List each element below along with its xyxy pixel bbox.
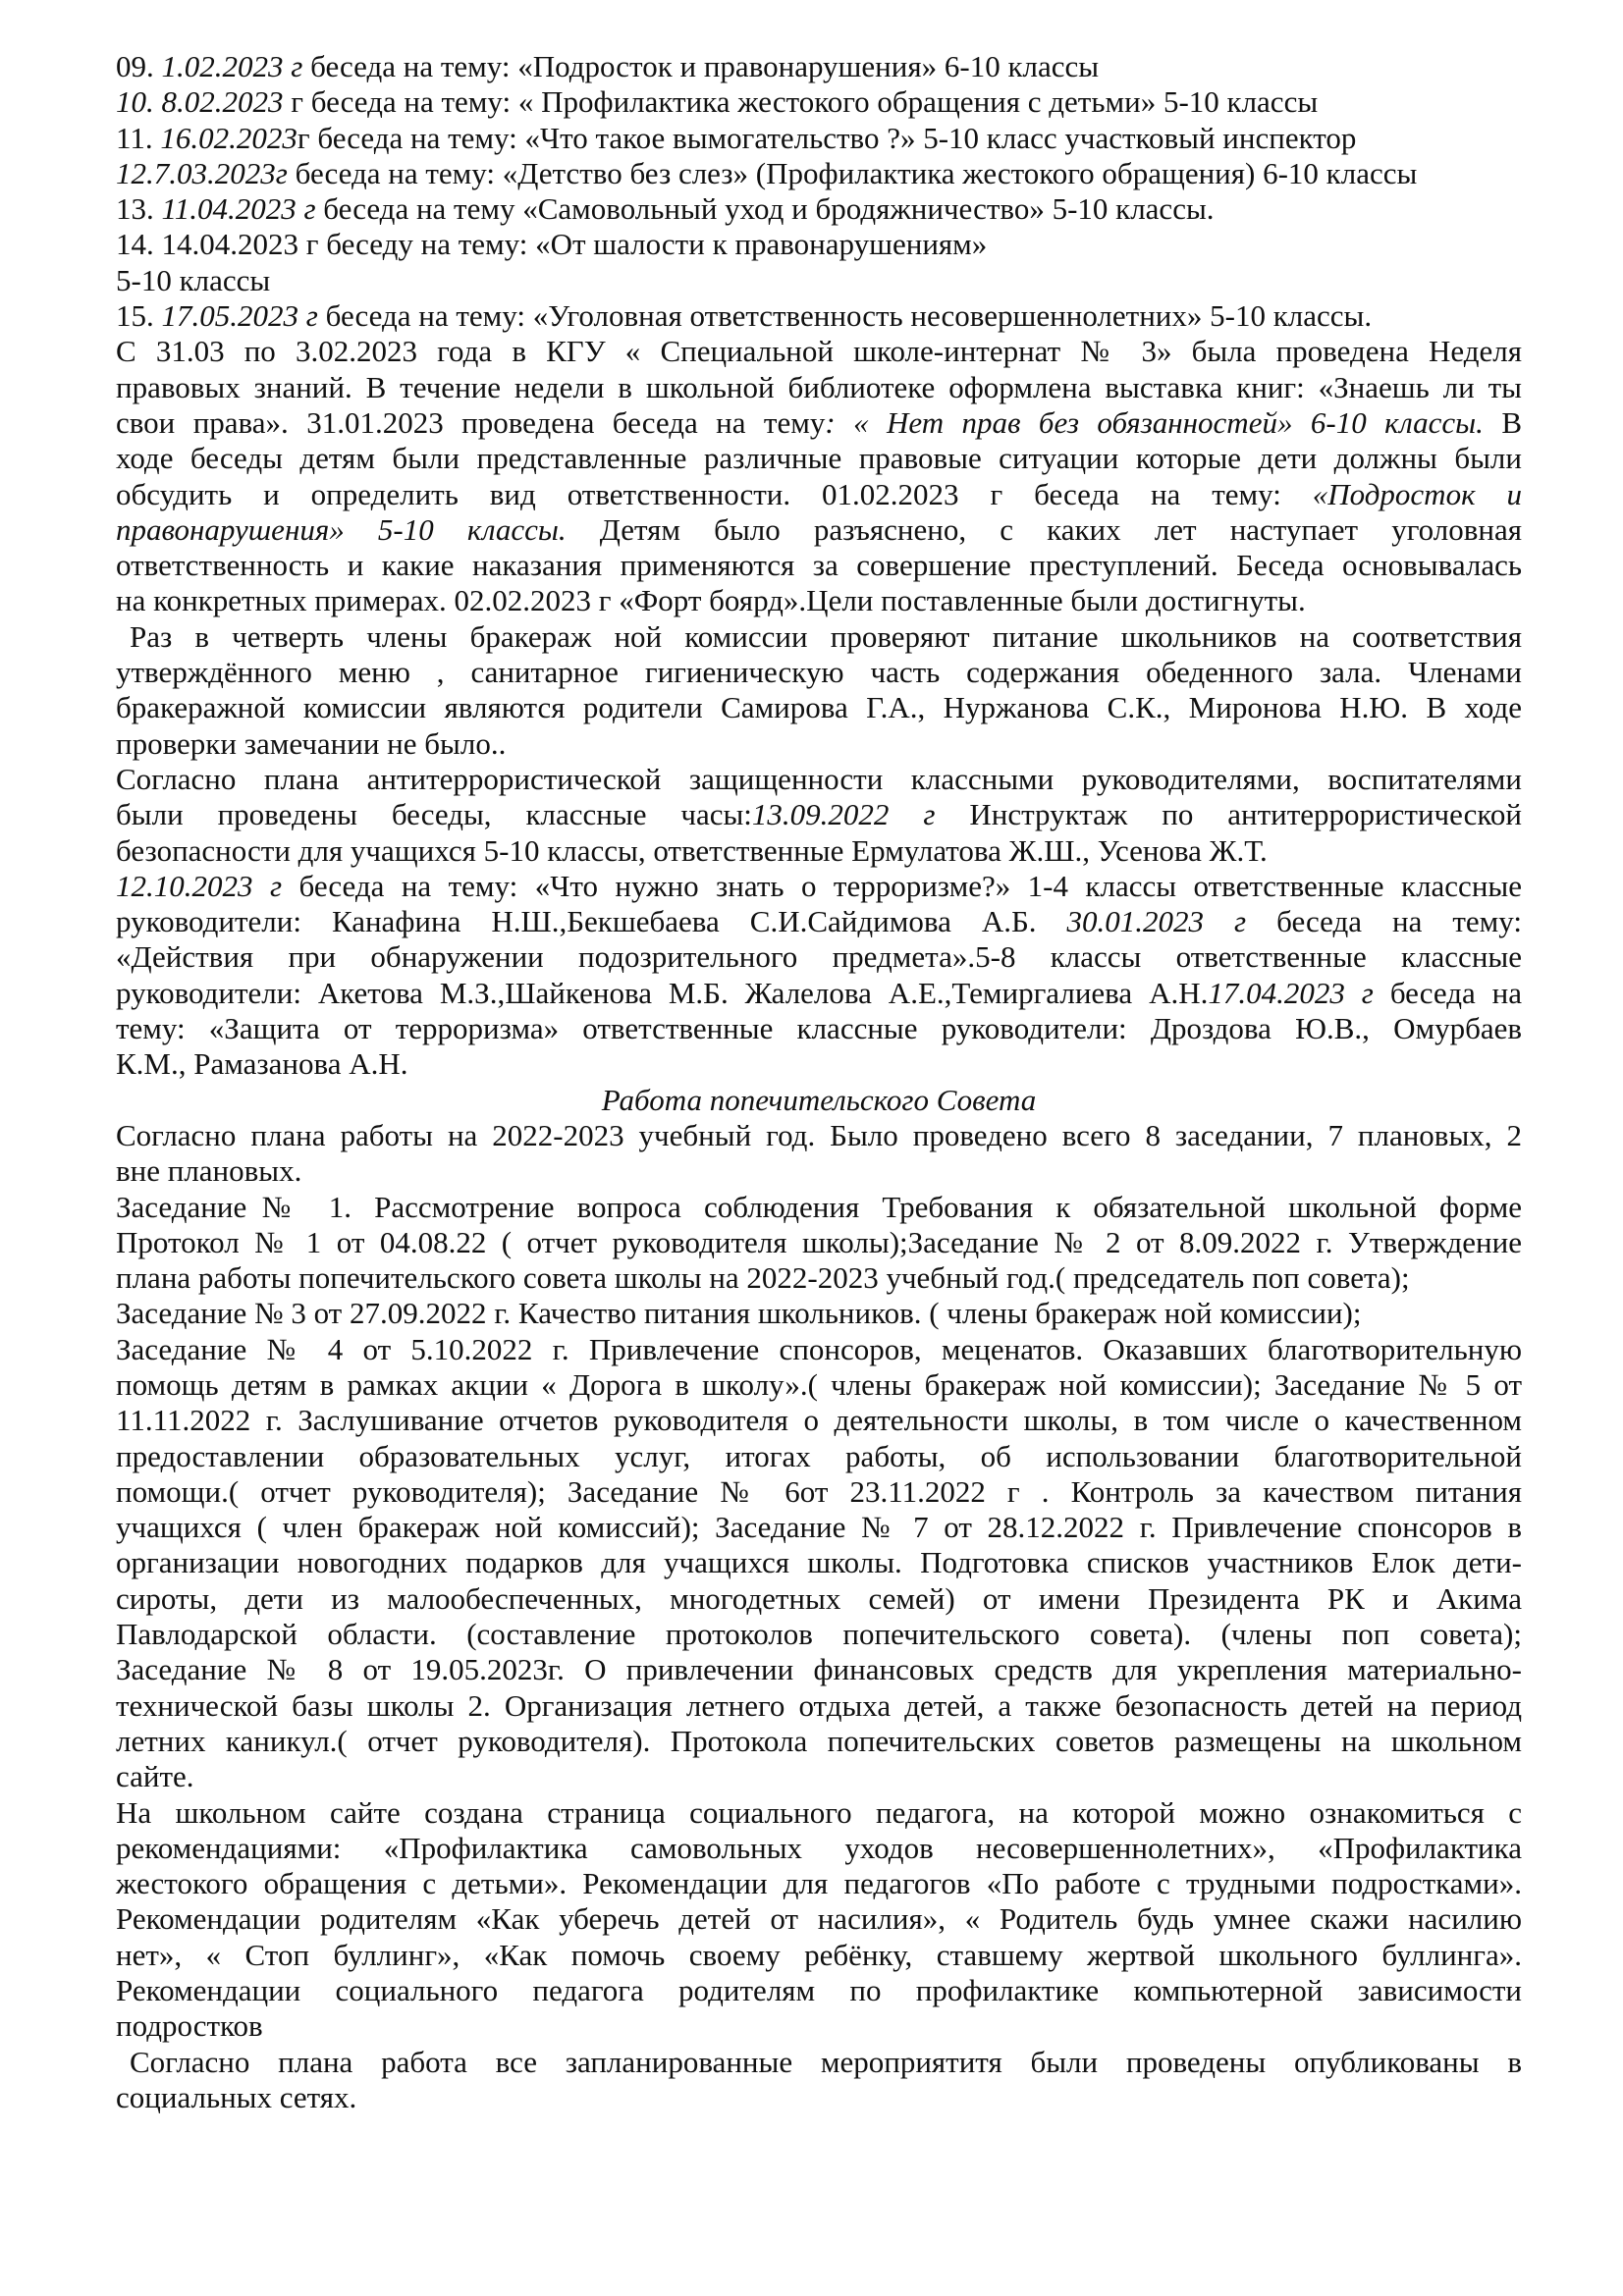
council-paragraph	[116, 1118, 1522, 1795]
event-text: беседа на тему: «Подросток и правонарушения» 6-10 классы	[302, 49, 1100, 83]
text-line: учащихся ( член бракераж ной комиссий); Заседание № 7 от 28.12.2022 г. Привлечение спонсоров в	[116, 1510, 1522, 1545]
text-line: ответственность и какие наказания применяются за совершение преступлений. Беседа основывалась	[116, 548, 1522, 583]
section-heading: Работа попечительского Совета	[601, 1082, 1037, 1117]
text-span-italic: правонарушения» 5-10 классы.	[116, 511, 567, 547]
text-line: Заседание № 3 от 27.09.2022 г. Качество питания школьников. ( члены бракераж ной комиссии);	[116, 1296, 1362, 1331]
antiterror-paragraph	[116, 762, 1522, 1083]
text-line: нет», « Стоп буллинг», «Как помочь своему ребёнку, ставшему жертвой школьного буллинга».	[116, 1937, 1522, 1972]
text-line	[116, 797, 1522, 832]
event-item	[116, 156, 1522, 191]
text-line	[116, 869, 1522, 904]
website-paragraph	[116, 1795, 1522, 2045]
text-span-italic: : « Нет прав без обязанностей» 6-10 классы.	[825, 404, 1484, 440]
text-line: утверждённого меню , санитарное гигиеническую часть содержания обеденного зала. Членами	[116, 655, 1522, 690]
event-number: 10. 8.02.2023	[116, 84, 284, 120]
text-line: К.М., Рамазанова А.Н.	[116, 1046, 408, 1082]
event-date: 11.04.2023 г	[161, 191, 316, 227]
event-text: беседа на тему: «Детство без слез» (Профилактика жестокого обращения) 6-10 классы	[287, 155, 1418, 190]
text-line: Павлодарской области. (составление протоколов попечительского совета). (члены поп совета);	[116, 1617, 1522, 1652]
text-line: предоставлении образовательных услуг, итогах работы, об использовании благотворительной	[116, 1438, 1522, 1473]
text-line: бракеражной комиссии являются родители Самирова Г.А., Нуржанова С.К., Миронова Н.Ю. В ходе	[116, 690, 1522, 725]
text-line: Согласно плана антитеррористической защищенности классными руководителями, воспитателями	[116, 761, 1522, 796]
event-text: беседа на тему «Самовольный уход и бродяжничество» 5-10 классы.	[315, 191, 1215, 227]
text-span: В	[1483, 404, 1523, 440]
text-line: вне плановых.	[116, 1153, 302, 1189]
text-line	[116, 477, 1522, 512]
event-item	[116, 49, 1522, 84]
text-span: беседа на тему:	[1246, 904, 1522, 939]
event-item	[116, 191, 1522, 227]
text-line: рекомендациями: «Профилактика самовольных уходов несовершеннолетних», «Профилактика	[116, 1830, 1522, 1865]
event-number: 12.7.03.2023г	[116, 155, 288, 190]
text-span-italic: «Подросток и	[1280, 476, 1522, 511]
text-line: Раз в четверть члены бракераж ной комиссии проверяют питание школьников на соответствия	[130, 618, 1522, 654]
event-number: 11.	[116, 120, 153, 155]
commission-paragraph	[116, 619, 1522, 762]
week-paragraph	[116, 334, 1522, 618]
text-line: На школьном сайте создана страница социального педагога, на которой можно ознакомиться с	[116, 1794, 1522, 1830]
text-line: технической базы школы 2. Организация летнего отдыха детей, а также безопасность детей на период	[116, 1687, 1522, 1723]
text-span: руководители: Акетова М.З.,Шайкенова М.Б. Жалелова А.Е.,Темиргалиева А.Н.	[116, 975, 1209, 1010]
text-span: беседа на	[1373, 975, 1522, 1010]
event-item	[116, 121, 1522, 156]
event-text: г беседа на тему: «Что такое вымогательство ?» 5-10 класс участковый инспектор	[297, 120, 1357, 155]
text-line: Согласно плана работа все запланированные мероприятитя были проведены опубликованы в	[130, 2044, 1522, 2079]
text-line: С 31.03 по 3.02.2023 года в КГУ « Специальной школе-интернат № 3» была проведена Неделя	[116, 334, 1522, 369]
text-span: свои права». 31.01.2023 проведена беседа на тему	[116, 404, 826, 440]
event-item	[116, 84, 1522, 120]
text-span: Инструктаж по антитеррористической	[935, 797, 1522, 832]
text-line: сироты, дети из малообеспеченных, многодетных семей) от имени Президента РК и Акима	[116, 1580, 1522, 1616]
text-span-italic: 13.09.2022 г	[751, 797, 936, 832]
text-line: летних каникул.( отчет руководителя). Протокола попечительских советов размещены на школьном	[116, 1723, 1522, 1758]
text-line: Заседание№ 1. Рассмотрение вопроса соблюдения Требования к обязательной школьной форме	[116, 1189, 1522, 1224]
event-list	[116, 49, 1522, 334]
text-span: Детям было разъяснено, с каких лет наступает уголовная	[566, 511, 1522, 547]
text-line: Согласно плана работы на 2022-2023 учебный год. Было проведено всего 8 заседании, 7 плановых, 2	[116, 1117, 1522, 1152]
text-line: помощь детям в рамках акции « Дорога в школу».( члены бракераж ной комиссии); Заседание № 5 от	[116, 1366, 1522, 1402]
text-line: организации новогодних подарков для учащихся школы. Подготовка списков участников Елок дети-	[116, 1545, 1522, 1580]
text-line: сайте.	[116, 1759, 194, 1794]
event-number: 09.	[116, 49, 154, 83]
text-span-italic: 30.01.2023 г	[1036, 904, 1247, 939]
event-text: беседа на тему: «Уголовная ответственность несовершеннолетних» 5-10 классы.	[317, 298, 1373, 334]
text-line	[116, 405, 1522, 441]
text-line: социальных сетях.	[116, 2079, 357, 2114]
text-line: проверки замечании не было..	[116, 725, 507, 761]
event-item-continuation	[116, 263, 1522, 298]
event-item	[116, 227, 1522, 262]
text-span: руководители: Канафина Н.Ш.,Бекшебаева С.И.Сайдимова А.Б.	[116, 904, 1037, 939]
event-number: 13.	[116, 191, 154, 227]
text-line: подростков	[116, 2008, 263, 2044]
text-line: 11.11.2022 г. Заслушивание отчетов руководителя о деятельности школы, в том числе о качественном	[116, 1403, 1522, 1438]
text-line: Рекомендации родителям «Как уберечь детей от насилия», « Родитель будь умнее скажи насилию	[116, 1901, 1522, 1937]
text-line: тему: «Защита от терроризма» ответственные классные руководители: Дроздова Ю.В., Омурбаев	[116, 1011, 1522, 1046]
text-line: плана работы попечительского совета школы на 2022-2023 учебный год.( председатель поп совета);	[116, 1260, 1410, 1296]
text-line: ходе беседы детям были представленные различные правовые ситуации которые дети должны были	[116, 441, 1522, 476]
event-text: 14.04.2023 г беседу на тему: «От шалости к правонарушениям»	[153, 227, 988, 262]
text-span-italic: 17.04.2023 г	[1208, 975, 1374, 1010]
event-text: г беседа на тему: « Профилактика жестокого обращения с детьми» 5-10 классы	[283, 84, 1319, 120]
event-item	[116, 298, 1522, 334]
event-text: 5-10 классы	[116, 262, 271, 297]
text-line	[116, 904, 1522, 939]
text-line: Протокол № 1 от 04.08.22 ( отчет руководителя школы);Заседание № 2 от 8.09.2022 г. Утверждение	[116, 1224, 1522, 1259]
text-line: жестокого обращения с детьми». Рекомендации для педагогов «По работе с трудными подростками».	[116, 1866, 1522, 1901]
text-span: были проведены беседы, классные часы:	[116, 797, 752, 832]
text-line: Заседание № 4 от 5.10.2022 г. Привлечение спонсоров, меценатов. Оказавших благотворительную	[116, 1331, 1522, 1366]
text-line: на конкретных примерах. 02.02.2023 г «Форт боярд».Цели поставленные были достигнуты.	[116, 583, 1306, 618]
text-line	[116, 512, 1522, 548]
text-line: правовых знаний. В течение недели в школьной библиотеке оформлена выставка книг: «Знаешь ли ты	[116, 369, 1522, 404]
text-line	[116, 976, 1522, 1011]
event-number: 14.	[116, 227, 154, 262]
text-line: помощи.( отчет руководителя); Заседание № 6от 23.11.2022 г . Контроль за качеством питания	[116, 1473, 1522, 1509]
event-date: 16.02.2023	[160, 120, 298, 155]
event-date: 17.05.2023 г	[161, 298, 318, 334]
final-paragraph	[116, 2045, 1522, 2116]
text-line: Заседание № 8 от 19.05.2023г. О привлечении финансовых средств для укрепления материально-	[116, 1652, 1522, 1687]
text-line: Рекомендации социального педагога родителям по профилактике компьютерной зависимости	[116, 1973, 1522, 2008]
event-number: 15.	[116, 298, 154, 334]
event-date: 1.02.2023 г	[161, 49, 303, 83]
text-line: «Действия при обнаружении подозрительного предмета».5-8 классы ответственные классные	[116, 939, 1522, 975]
text-span-italic: 12.10.2023 г	[116, 868, 283, 903]
text-line: безопасности для учащихся 5-10 классы, ответственные Ермулатова Ж.Ш., Усенова Ж.Т.	[116, 832, 1268, 868]
text-span: обсудить и определить вид ответственности. 01.02.2023 г беседа на тему:	[116, 476, 1281, 511]
document-page	[116, 49, 1522, 2115]
text-span: беседа на тему: «Что нужно знать о терроризме?» 1-4 классы ответственные классные	[282, 868, 1522, 903]
